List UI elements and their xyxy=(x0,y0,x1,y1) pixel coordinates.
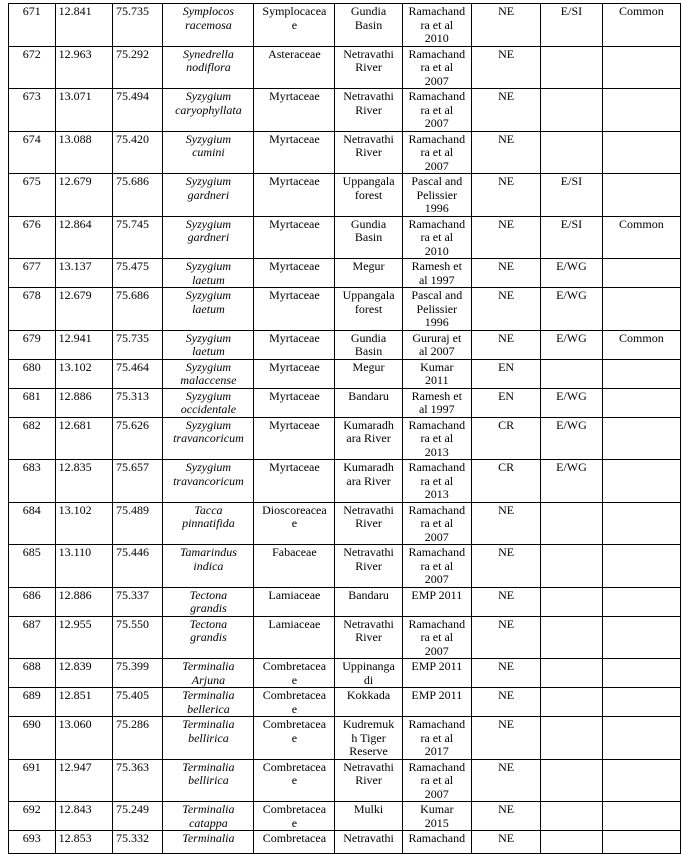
abundance-cell: Common xyxy=(602,216,680,259)
status-cell: NE xyxy=(471,688,540,717)
table-row xyxy=(9,545,681,588)
location-cell: Megur xyxy=(335,259,402,288)
status-cell: NE xyxy=(471,831,540,854)
abundance-cell xyxy=(602,616,680,659)
family-cell: Myrtaceae xyxy=(254,330,335,359)
row-number: 680 xyxy=(9,359,56,388)
table-row xyxy=(9,759,681,802)
row-number: 671 xyxy=(9,4,56,47)
location-cell: Netravathi River xyxy=(335,131,402,174)
abundance-cell xyxy=(602,688,680,717)
endemism-cell xyxy=(541,359,602,388)
row-number: 688 xyxy=(9,659,56,688)
latitude-cell: 12.963 xyxy=(55,46,112,89)
status-cell: NE xyxy=(471,288,540,331)
species-cell: Syzygium occidentale xyxy=(163,388,254,417)
longitude-cell: 75.405 xyxy=(112,688,162,717)
source-cell: EMP 2011 xyxy=(402,688,471,717)
row-number: 675 xyxy=(9,174,56,217)
table-row xyxy=(9,4,681,47)
source-cell: Ramachand ra et al 2013 xyxy=(402,460,471,503)
source-cell: Ramesh et al 1997 xyxy=(402,259,471,288)
species-cell: Terminalia catappa xyxy=(163,802,254,831)
location-cell: Kudremuk h Tiger Reserve xyxy=(335,717,402,760)
latitude-cell: 12.886 xyxy=(55,587,112,616)
endemism-cell xyxy=(541,831,602,854)
status-cell: NE xyxy=(471,4,540,47)
species-cell: Synedrella nodiflora xyxy=(163,46,254,89)
location-cell: Uppinanga di xyxy=(335,659,402,688)
family-cell: Myrtaceae xyxy=(254,259,335,288)
row-number: 677 xyxy=(9,259,56,288)
abundance-cell: Common xyxy=(602,4,680,47)
latitude-cell: 13.060 xyxy=(55,717,112,760)
location-cell: Uppangala forest xyxy=(335,174,402,217)
row-number: 692 xyxy=(9,802,56,831)
endemism-cell xyxy=(541,89,602,132)
status-cell: NE xyxy=(471,759,540,802)
latitude-cell: 12.947 xyxy=(55,759,112,802)
species-cell: Terminalia xyxy=(163,831,254,854)
family-cell: Asteraceae xyxy=(254,46,335,89)
species-cell: Terminalia Arjuna xyxy=(163,659,254,688)
latitude-cell: 12.681 xyxy=(55,417,112,460)
longitude-cell: 75.735 xyxy=(112,330,162,359)
abundance-cell xyxy=(602,802,680,831)
table-row xyxy=(9,587,681,616)
latitude-cell: 12.679 xyxy=(55,174,112,217)
source-cell: Ramachand ra et al 2007 xyxy=(402,89,471,132)
abundance-cell xyxy=(602,659,680,688)
table-row xyxy=(9,802,681,831)
abundance-cell xyxy=(602,831,680,854)
row-number: 689 xyxy=(9,688,56,717)
abundance-cell xyxy=(602,46,680,89)
row-number: 690 xyxy=(9,717,56,760)
longitude-cell: 75.550 xyxy=(112,616,162,659)
abundance-cell xyxy=(602,759,680,802)
status-cell: NE xyxy=(471,545,540,588)
latitude-cell: 12.864 xyxy=(55,216,112,259)
source-cell: Ramachand ra et al 2013 xyxy=(402,417,471,460)
table-body xyxy=(9,4,681,854)
longitude-cell: 75.657 xyxy=(112,460,162,503)
family-cell: Myrtaceae xyxy=(254,417,335,460)
family-cell: Combretacea e xyxy=(254,759,335,802)
table-row xyxy=(9,388,681,417)
latitude-cell: 12.886 xyxy=(55,388,112,417)
source-cell: Ramachand ra et al 2007 xyxy=(402,616,471,659)
source-cell: EMP 2011 xyxy=(402,587,471,616)
location-cell: Gundia Basin xyxy=(335,216,402,259)
source-cell: Kumar 2011 xyxy=(402,359,471,388)
abundance-cell xyxy=(602,502,680,545)
longitude-cell: 75.745 xyxy=(112,216,162,259)
longitude-cell: 75.489 xyxy=(112,502,162,545)
row-number: 672 xyxy=(9,46,56,89)
family-cell: Myrtaceae xyxy=(254,388,335,417)
location-cell: Uppangala forest xyxy=(335,288,402,331)
location-cell: Bandaru xyxy=(335,587,402,616)
abundance-cell xyxy=(602,288,680,331)
location-cell: Megur xyxy=(335,359,402,388)
location-cell: Kumaradh ara River xyxy=(335,460,402,503)
endemism-cell xyxy=(541,688,602,717)
longitude-cell: 75.686 xyxy=(112,288,162,331)
longitude-cell: 75.249 xyxy=(112,802,162,831)
row-number: 685 xyxy=(9,545,56,588)
species-cell: Terminalia bellirica xyxy=(163,759,254,802)
endemism-cell: E/SI xyxy=(541,216,602,259)
table-row xyxy=(9,359,681,388)
row-number: 687 xyxy=(9,616,56,659)
table-row xyxy=(9,659,681,688)
abundance-cell: Common xyxy=(602,330,680,359)
source-cell: Ramesh et al 1997 xyxy=(402,388,471,417)
abundance-cell xyxy=(602,587,680,616)
abundance-cell xyxy=(602,388,680,417)
family-cell: Myrtaceae xyxy=(254,131,335,174)
status-cell: NE xyxy=(471,259,540,288)
endemism-cell: E/WG xyxy=(541,330,602,359)
table-row xyxy=(9,131,681,174)
row-number: 686 xyxy=(9,587,56,616)
species-cell: Tectona grandis xyxy=(163,616,254,659)
location-cell: Gundia Basin xyxy=(335,4,402,47)
latitude-cell: 12.851 xyxy=(55,688,112,717)
endemism-cell xyxy=(541,659,602,688)
table-row xyxy=(9,460,681,503)
latitude-cell: 12.843 xyxy=(55,802,112,831)
location-cell: Kokkada xyxy=(335,688,402,717)
endemism-cell: E/WG xyxy=(541,460,602,503)
longitude-cell: 75.735 xyxy=(112,4,162,47)
abundance-cell xyxy=(602,174,680,217)
location-cell: Netravathi River xyxy=(335,46,402,89)
status-cell: NE xyxy=(471,616,540,659)
endemism-cell xyxy=(541,587,602,616)
family-cell: Lamiaceae xyxy=(254,616,335,659)
species-cell: Syzygium malaccense xyxy=(163,359,254,388)
table-row xyxy=(9,288,681,331)
endemism-cell xyxy=(541,717,602,760)
location-cell: Netravathi River xyxy=(335,616,402,659)
species-cell: Tectona grandis xyxy=(163,587,254,616)
species-cell: Tamarindus indica xyxy=(163,545,254,588)
location-cell: Netravathi River xyxy=(335,89,402,132)
abundance-cell xyxy=(602,259,680,288)
longitude-cell: 75.446 xyxy=(112,545,162,588)
source-cell: Pascal and Pelissier 1996 xyxy=(402,288,471,331)
species-cell: Syzygium gardneri xyxy=(163,174,254,217)
abundance-cell xyxy=(602,89,680,132)
species-cell: Terminalia bellerica xyxy=(163,688,254,717)
table-row xyxy=(9,831,681,854)
source-cell: Pascal and Pelissier 1996 xyxy=(402,174,471,217)
status-cell: NE xyxy=(471,659,540,688)
longitude-cell: 75.286 xyxy=(112,717,162,760)
latitude-cell: 12.839 xyxy=(55,659,112,688)
species-records-table xyxy=(8,3,681,854)
family-cell: Combretacea e xyxy=(254,717,335,760)
longitude-cell: 75.399 xyxy=(112,659,162,688)
longitude-cell: 75.420 xyxy=(112,131,162,174)
longitude-cell: 75.626 xyxy=(112,417,162,460)
status-cell: NE xyxy=(471,46,540,89)
latitude-cell: 12.679 xyxy=(55,288,112,331)
latitude-cell: 12.835 xyxy=(55,460,112,503)
endemism-cell: E/WG xyxy=(541,288,602,331)
abundance-cell xyxy=(602,417,680,460)
row-number: 676 xyxy=(9,216,56,259)
table-row xyxy=(9,502,681,545)
latitude-cell: 12.853 xyxy=(55,831,112,854)
family-cell: Combretacea xyxy=(254,831,335,854)
source-cell: Ramachand ra et al 2007 xyxy=(402,759,471,802)
latitude-cell: 12.955 xyxy=(55,616,112,659)
row-number: 683 xyxy=(9,460,56,503)
longitude-cell: 75.332 xyxy=(112,831,162,854)
source-cell: Ramachand ra et al 2007 xyxy=(402,46,471,89)
status-cell: EN xyxy=(471,359,540,388)
endemism-cell xyxy=(541,616,602,659)
source-cell: Gururaj et al 2007 xyxy=(402,330,471,359)
species-cell: Syzygium cumini xyxy=(163,131,254,174)
source-cell: Ramachand ra et al 2007 xyxy=(402,502,471,545)
endemism-cell xyxy=(541,46,602,89)
latitude-cell: 13.110 xyxy=(55,545,112,588)
status-cell: CR xyxy=(471,460,540,503)
longitude-cell: 75.337 xyxy=(112,587,162,616)
status-cell: NE xyxy=(471,502,540,545)
row-number: 679 xyxy=(9,330,56,359)
status-cell: NE xyxy=(471,174,540,217)
family-cell: Myrtaceae xyxy=(254,460,335,503)
source-cell: Ramachand ra et al 2017 xyxy=(402,717,471,760)
latitude-cell: 13.137 xyxy=(55,259,112,288)
longitude-cell: 75.494 xyxy=(112,89,162,132)
family-cell: Symplocacea e xyxy=(254,4,335,47)
source-cell: Ramachand ra et al 2010 xyxy=(402,4,471,47)
family-cell: Combretacea e xyxy=(254,688,335,717)
endemism-cell xyxy=(541,502,602,545)
species-cell: Syzygium laetum xyxy=(163,288,254,331)
endemism-cell xyxy=(541,131,602,174)
location-cell: Netravathi xyxy=(335,831,402,854)
status-cell: NE xyxy=(471,717,540,760)
source-cell: Ramachand ra et al 2007 xyxy=(402,545,471,588)
status-cell: NE xyxy=(471,216,540,259)
location-cell: Bandaru xyxy=(335,388,402,417)
location-cell: Netravathi River xyxy=(335,545,402,588)
family-cell: Myrtaceae xyxy=(254,174,335,217)
location-cell: Gundia Basin xyxy=(335,330,402,359)
endemism-cell xyxy=(541,759,602,802)
table-row xyxy=(9,688,681,717)
location-cell: Mulki xyxy=(335,802,402,831)
latitude-cell: 13.102 xyxy=(55,359,112,388)
row-number: 681 xyxy=(9,388,56,417)
species-cell: Tacca pinnatifida xyxy=(163,502,254,545)
species-cell: Syzygium caryophyllata xyxy=(163,89,254,132)
species-cell: Syzygium travancoricum xyxy=(163,460,254,503)
species-cell: Symplocos racemosa xyxy=(163,4,254,47)
family-cell: Myrtaceae xyxy=(254,89,335,132)
location-cell: Kumaradh ara River xyxy=(335,417,402,460)
endemism-cell: E/WG xyxy=(541,388,602,417)
latitude-cell: 13.088 xyxy=(55,131,112,174)
source-cell: Ramachand ra et al 2010 xyxy=(402,216,471,259)
family-cell: Myrtaceae xyxy=(254,216,335,259)
species-cell: Syzygium travancoricum xyxy=(163,417,254,460)
status-cell: NE xyxy=(471,587,540,616)
source-cell: Ramachand xyxy=(402,831,471,854)
abundance-cell xyxy=(602,359,680,388)
source-cell: EMP 2011 xyxy=(402,659,471,688)
species-cell: Syzygium gardneri xyxy=(163,216,254,259)
source-cell: Ramachand ra et al 2007 xyxy=(402,131,471,174)
row-number: 678 xyxy=(9,288,56,331)
endemism-cell xyxy=(541,545,602,588)
longitude-cell: 75.292 xyxy=(112,46,162,89)
species-cell: Syzygium laetum xyxy=(163,330,254,359)
status-cell: NE xyxy=(471,802,540,831)
longitude-cell: 75.313 xyxy=(112,388,162,417)
family-cell: Lamiaceae xyxy=(254,587,335,616)
location-cell: Netravathi River xyxy=(335,759,402,802)
family-cell: Combretacea e xyxy=(254,802,335,831)
table-row xyxy=(9,330,681,359)
row-number: 682 xyxy=(9,417,56,460)
family-cell: Dioscoreacea e xyxy=(254,502,335,545)
endemism-cell: E/WG xyxy=(541,259,602,288)
row-number: 684 xyxy=(9,502,56,545)
status-cell: NE xyxy=(471,131,540,174)
source-cell: Kumar 2015 xyxy=(402,802,471,831)
table-row xyxy=(9,46,681,89)
row-number: 674 xyxy=(9,131,56,174)
endemism-cell: E/SI xyxy=(541,174,602,217)
latitude-cell: 13.102 xyxy=(55,502,112,545)
family-cell: Myrtaceae xyxy=(254,359,335,388)
table-row xyxy=(9,89,681,132)
table-row xyxy=(9,216,681,259)
abundance-cell xyxy=(602,460,680,503)
longitude-cell: 75.475 xyxy=(112,259,162,288)
latitude-cell: 13.071 xyxy=(55,89,112,132)
row-number: 691 xyxy=(9,759,56,802)
latitude-cell: 12.841 xyxy=(55,4,112,47)
status-cell: CR xyxy=(471,417,540,460)
family-cell: Myrtaceae xyxy=(254,288,335,331)
table-row xyxy=(9,259,681,288)
location-cell: Netravathi River xyxy=(335,502,402,545)
table-row xyxy=(9,417,681,460)
abundance-cell xyxy=(602,717,680,760)
endemism-cell: E/WG xyxy=(541,417,602,460)
species-cell: Terminalia bellirica xyxy=(163,717,254,760)
longitude-cell: 75.464 xyxy=(112,359,162,388)
table-row xyxy=(9,616,681,659)
endemism-cell xyxy=(541,802,602,831)
longitude-cell: 75.686 xyxy=(112,174,162,217)
table-row xyxy=(9,174,681,217)
longitude-cell: 75.363 xyxy=(112,759,162,802)
row-number: 693 xyxy=(9,831,56,854)
family-cell: Combretacea e xyxy=(254,659,335,688)
abundance-cell xyxy=(602,131,680,174)
family-cell: Fabaceae xyxy=(254,545,335,588)
endemism-cell: E/SI xyxy=(541,4,602,47)
status-cell: NE xyxy=(471,330,540,359)
status-cell: EN xyxy=(471,388,540,417)
table-row xyxy=(9,717,681,760)
row-number: 673 xyxy=(9,89,56,132)
latitude-cell: 12.941 xyxy=(55,330,112,359)
abundance-cell xyxy=(602,545,680,588)
status-cell: NE xyxy=(471,89,540,132)
species-cell: Syzygium laetum xyxy=(163,259,254,288)
